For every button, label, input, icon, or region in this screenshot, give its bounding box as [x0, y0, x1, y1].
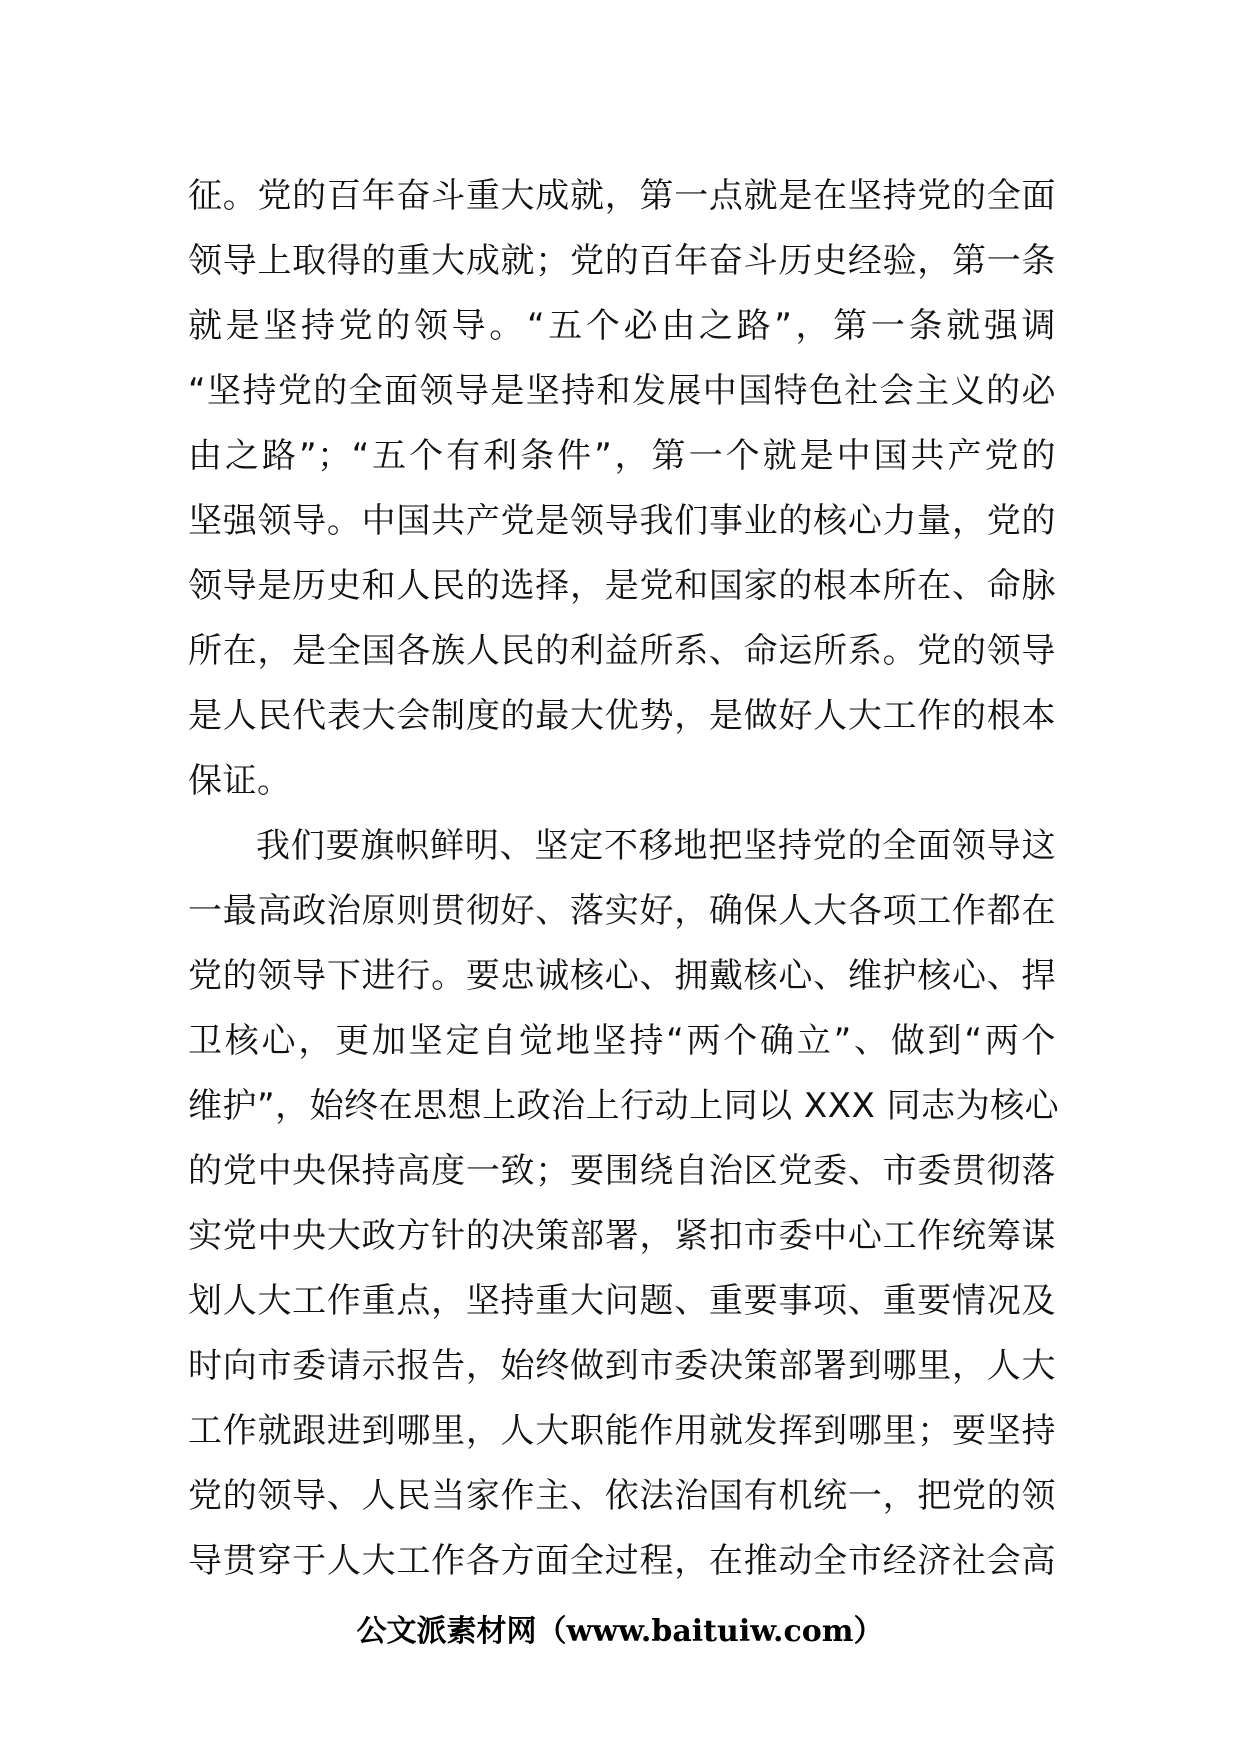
paragraph-line: “坚持党的全面领导是坚持和发展中国特色社会主义的必: [188, 371, 1056, 411]
paragraph-line: 保证。: [188, 761, 292, 801]
paragraph-line: 导贯穿于人大工作各方面全过程，在推动全市经济社会高: [188, 1541, 1056, 1581]
paragraph-line: 卫核心，更加坚定自觉地坚持“两个确立”、做到“两个: [188, 1021, 1056, 1061]
paragraph-line: 工作就跟进到哪里，人大职能作用就发挥到哪里；要坚持: [188, 1411, 1056, 1451]
paragraph-line: 由之路”；“五个有利条件”，第一个就是中国共产党的: [188, 436, 1056, 476]
footer-watermark: 公文派素材网（www.baituiw.com）: [356, 1614, 884, 1649]
paragraph-line: 所在，是全国各族人民的利益所系、命运所系。党的领导: [188, 631, 1056, 671]
paragraph-line: 我们要旗帜鲜明、坚定不移地把坚持党的全面领导这: [256, 826, 1056, 866]
paragraph-line: 一最高政治原则贯彻好、落实好，确保人大各项工作都在: [188, 891, 1056, 931]
paragraph-line: 征。党的百年奋斗重大成就，第一点就是在坚持党的全面: [188, 176, 1056, 216]
paragraph-line: 维护”，始终在思想上政治上行动上同以 XXX 同志为核心: [188, 1086, 1060, 1126]
body-text: [188, 164, 1060, 1594]
paragraph-line: 就是坚持党的领导。“五个必由之路”，第一条就强调: [188, 306, 1056, 346]
paragraph-line: 实党中央大政方针的决策部署，紧扣市委中心工作统筹谋: [188, 1216, 1056, 1256]
paragraph-line: 党的领导下进行。要忠诚核心、拥戴核心、维护核心、捍: [188, 956, 1056, 996]
paragraph-line: 党的领导、人民当家作主、依法治国有机统一，把党的领: [188, 1476, 1056, 1516]
paragraph-line: 的党中央保持高度一致；要围绕自治区党委、市委贯彻落: [188, 1151, 1056, 1191]
paragraph-line: 领导上取得的重大成就；党的百年奋斗历史经验，第一条: [188, 241, 1056, 281]
paragraph-line: 划人大工作重点，坚持重大问题、重要事项、重要情况及: [188, 1281, 1056, 1321]
paragraph-line: 坚强领导。中国共产党是领导我们事业的核心力量，党的: [188, 501, 1056, 541]
paragraph-line: 领导是历史和人民的选择，是党和国家的根本所在、命脉: [188, 566, 1056, 606]
paragraph-1: [188, 164, 1056, 814]
paragraph-line: 时向市委请示报告，始终做到市委决策部署到哪里，人大: [188, 1346, 1056, 1386]
paragraph-line: 是人民代表大会制度的最大优势，是做好人大工作的根本: [188, 696, 1056, 736]
paragraph-2: [188, 814, 1060, 1594]
